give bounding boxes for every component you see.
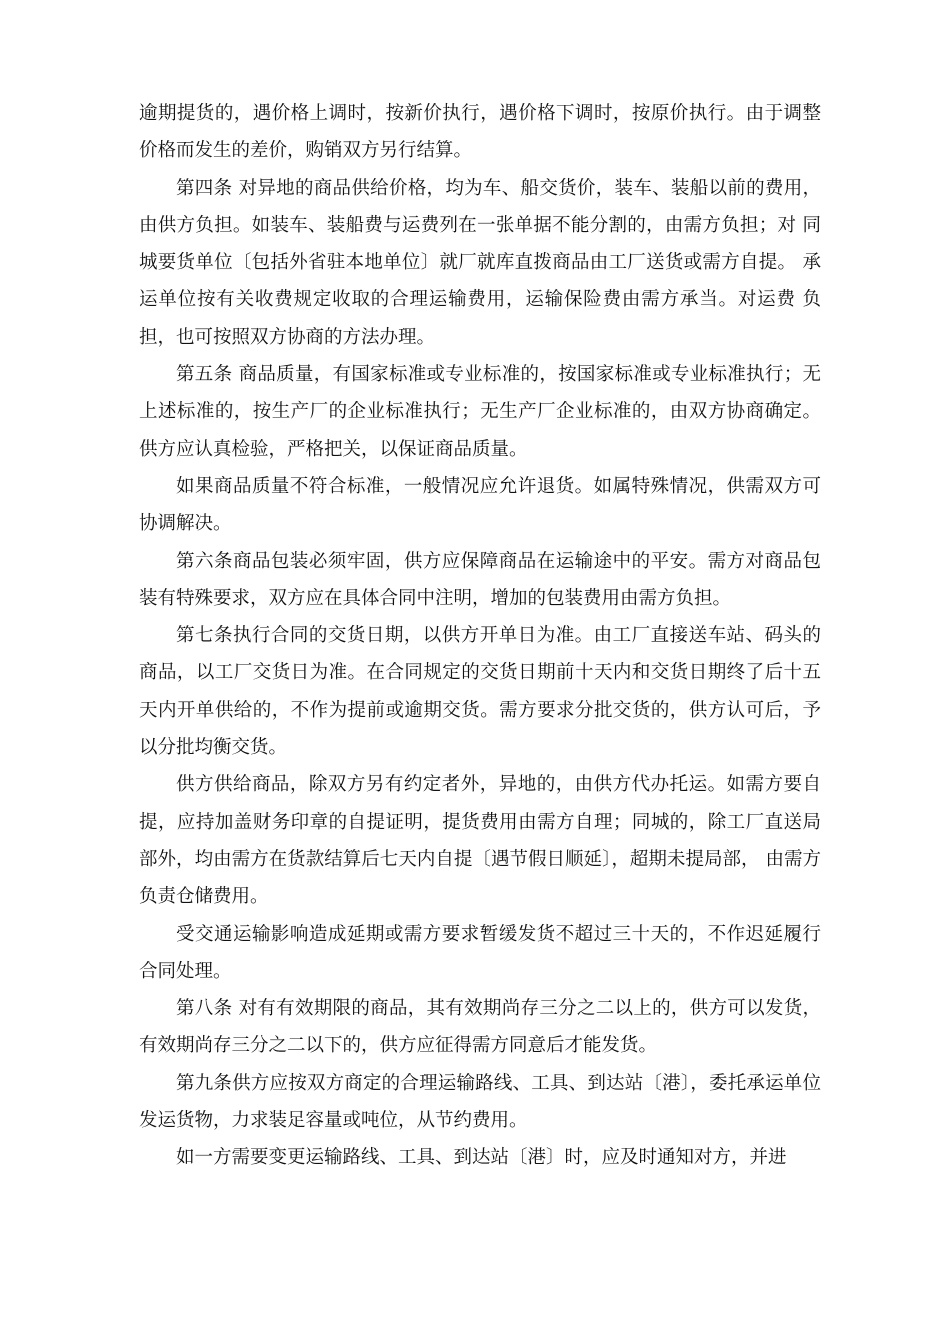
paragraph-shipment: 供方供给商品，除双方另有约定者外，异地的，由供方代办托运。如需方要自提，应持加盖财务印章的自提证明，提货费用由需方自理；同城的，除工厂直送局部外，均由需方在货款结算后七天内自提〔遇节假日顺延〕，超期未提局部， 由需方负责仓储费用。 (139, 774, 821, 908)
paragraph-article-7: 第七条执行合同的交货日期，以供方开单日为准。由工厂直接送车站、码头的商品，以工厂交货日为准。在合同规定的交货日期前十天内和交货日期终了后十五天内开单供给的，不作为提前或逾期交货。需方要求分批交货的，供方认可后，予以分批均衡交货。 (139, 625, 821, 759)
paragraph-overdue-pickup: 逾期提货的，遇价格上调时，按新价执行，遇价格下调时，按原价执行。由于调整价格而发生的差价，购销双方另行结算。 (139, 103, 821, 162)
document-page (139, 95, 821, 1177)
paragraph-article-4: 第四条 对异地的商品供给价格，均为车、船交货价，装车、装船以前的费用， 由供方负担。如装车、装船费与运费列在一张单据不能分割的，由需方负担；对 同城要货单位〔包括外省驻本地单位〕就厂就库直拨商品由工厂送货或需方自提。 承运单位按有关收费规定收取的合理运输费用，运输保险费由需方承当。对运费 负担，也可按照双方协商的方法办理。 (139, 177, 821, 348)
paragraph-article-6: 第六条商品包装必须牢固，供方应保障商品在运输途中的平安。需方对商品包装有特殊要求，双方应在具体合同中注明，增加的包装费用由需方负担。 (139, 550, 821, 609)
paragraph-article-5: 第五条 商品质量，有国家标准或专业标准的，按国家标准或专业标准执行；无上述标准的，按生产厂的企业标准执行；无生产厂企业标准的，由双方协商确定。供方应认真检验，严格把关，以保证商品质量。 (139, 364, 821, 460)
paragraph-transport-delay: 受交通运输影响造成延期或需方要求暂缓发货不超过三十天的，不作迟延履行合同处理。 (139, 923, 821, 982)
paragraph-article-9: 第九条供方应按双方商定的合理运输路线、工具、到达站〔港〕，委托承运单位发运货物，力求装足容量或吨位，从节约费用。 (139, 1072, 821, 1132)
paragraph-route-change: 如一方需要变更运输路线、工具、到达站〔港〕时，应及时通知对方，并进 (176, 1147, 787, 1169)
paragraph-article-8: 第八条 对有有效期限的商品，其有效期尚存三分之二以上的，供方可以发货， 有效期尚存三分之二以下的，供方应征得需方同意后才能发货。 (139, 998, 821, 1057)
paragraph-quality-return: 如果商品质量不符合标准，一般情况应允许退货。如属特殊情况，供需双方可协调解决。 (139, 475, 821, 535)
